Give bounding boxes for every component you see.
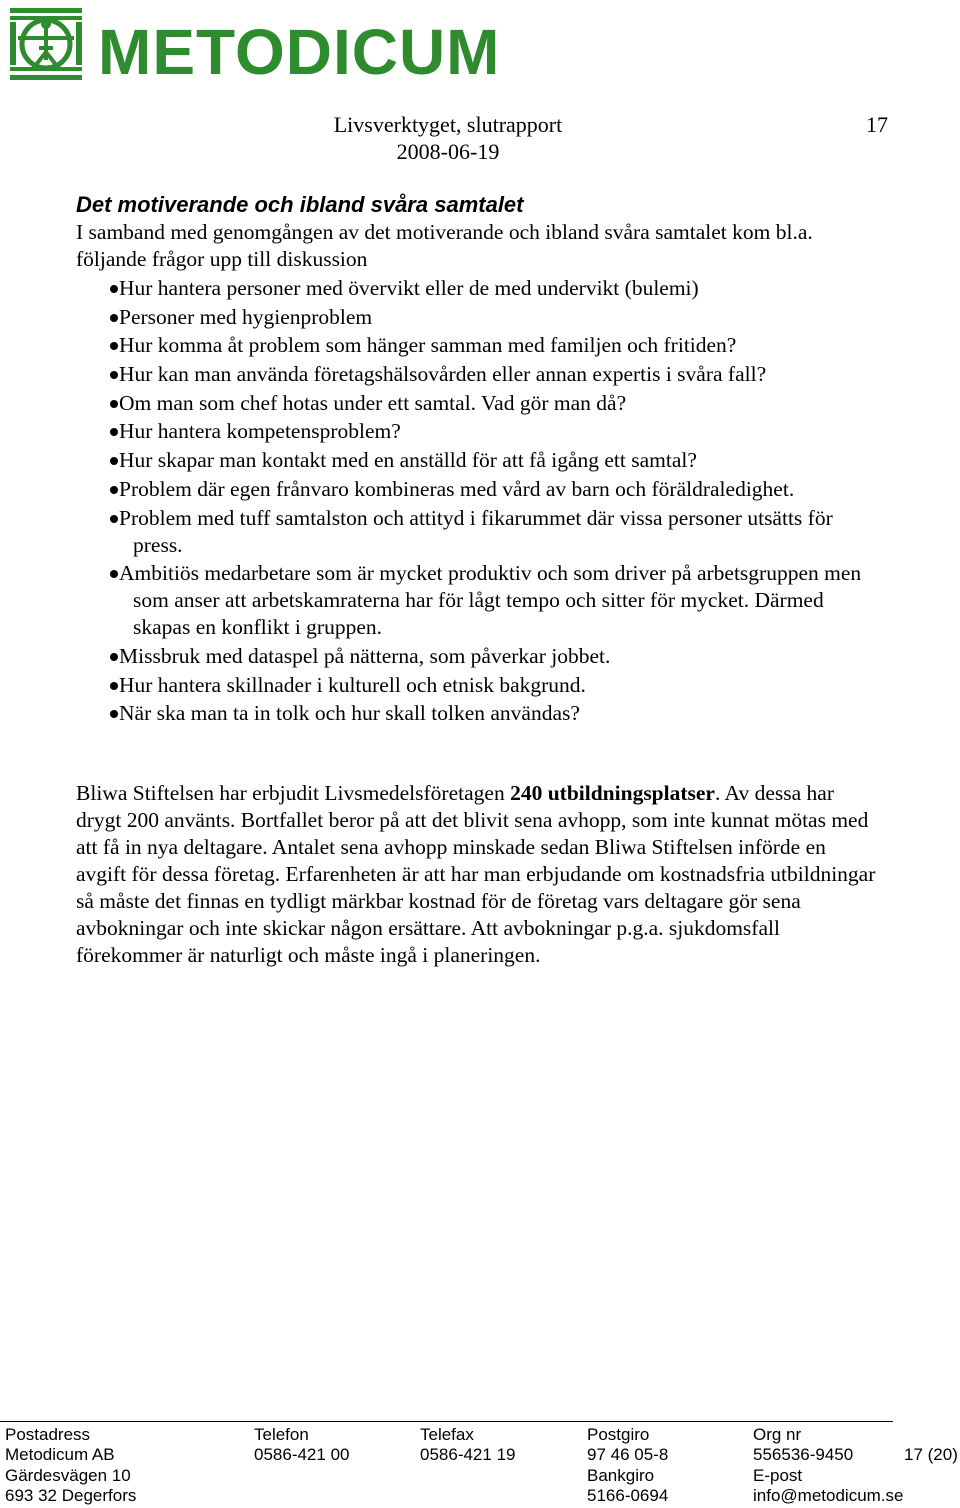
- bullet-icon: [110, 457, 118, 465]
- document-date: 2008-06-19: [396, 139, 500, 164]
- bullet-icon: [110, 342, 118, 350]
- question-list: [76, 275, 876, 727]
- main-content: [76, 191, 876, 729]
- bullet-icon: [110, 400, 118, 408]
- footer-label: Telefax: [420, 1425, 474, 1444]
- metodicum-logo: [6, 4, 506, 90]
- list-item-text: Missbruk med dataspel på nätterna, som påverkar jobbet.: [119, 643, 611, 668]
- list-item: [76, 361, 876, 388]
- footer-value: 97 46 05-8: [587, 1445, 669, 1465]
- footer-telefon: [254, 1425, 349, 1466]
- footer-value: 5166-0694: [587, 1485, 669, 1505]
- paragraph-bold-text: 240 utbildningsplatser: [510, 781, 715, 805]
- list-item: [76, 672, 876, 699]
- list-item: [76, 643, 876, 670]
- footer-value: 0586-421 00: [254, 1445, 350, 1465]
- footer-divider: [0, 1421, 893, 1422]
- footer-page-number: 17 (20): [904, 1445, 958, 1465]
- list-item: [76, 332, 876, 359]
- footer-value: 693 32 Degerfors: [5, 1485, 137, 1505]
- logo-wordmark: METODICUM: [98, 16, 501, 88]
- bullet-icon: [110, 428, 118, 436]
- list-item: [76, 304, 876, 331]
- footer-label: Postadress: [5, 1425, 91, 1444]
- list-item: [76, 476, 876, 503]
- paragraph-text-start: Bliwa Stiftelsen har erbjudit Livsmedelsföretagen: [76, 781, 511, 805]
- list-item-text: Problem med tuff samtalston och attityd i fikarummet där vissa personer utsätts för press.: [119, 505, 833, 557]
- bullet-icon: [110, 515, 118, 523]
- bullet-icon: [110, 285, 118, 293]
- bullet-icon: [110, 653, 118, 661]
- footer-label: Org nr: [753, 1425, 802, 1444]
- footer-postgiro: [587, 1425, 668, 1506]
- paragraph-text-end: . Av dessa har drygt 200 använts. Bortfallet beror på att det blivit sena avhopp, som inte kunnat mötas med att få in nya deltagare. Antalet sena avhopp minskade sedan Bliwa Stiftelsen införde en avgift för dessa företag. Erfarenheten är att har man erbjudande om kostnadsfria utbildningar så måste det finnas en tydligt märkbar kostnad för de företag vars deltagare gör sena avbokningar och inte skickar någon ersättare. Att avbokningar p.g.a. sjukdomsfall förekommer är naturligt och måste ingå i planeringen.: [76, 781, 876, 967]
- list-item-text: Hur kan man använda företagshälsovården eller annan expertis i svåra fall?: [119, 362, 767, 387]
- footer-label: E-post: [753, 1465, 803, 1485]
- footer-telefax: [420, 1425, 515, 1466]
- bullet-icon: [110, 371, 118, 379]
- footer-label: Bankgiro: [587, 1465, 655, 1485]
- footer-value: Metodicum AB: [5, 1445, 115, 1465]
- list-item-text: Ambitiös medarbetare som är mycket produktiv och som driver på arbetsgruppen men som anser att arbetskamraterna har för lågt tempo och sitter för mycket. Därmed skapas en konflikt i gruppen.: [119, 561, 862, 640]
- header-page-number: 17: [866, 112, 888, 137]
- list-item-text: Om man som chef hotas under ett samtal. Vad gör man då?: [119, 390, 627, 415]
- intro-paragraph: I samband med genomgången av det motiverande och ibland svåra samtalet kom bl.a. följande frågor upp till diskussion: [76, 220, 813, 271]
- bullet-icon: [110, 682, 118, 690]
- footer-label: Postgiro: [587, 1425, 650, 1444]
- body-paragraph: [76, 780, 876, 969]
- document-title: Livsverktyget, slutrapport: [333, 112, 563, 137]
- list-item: [76, 700, 876, 727]
- footer-orgnr: [753, 1425, 904, 1506]
- list-item-text: När ska man ta in tolk och hur skall tolken användas?: [119, 701, 580, 726]
- list-item-text: Problem där egen frånvaro kombineras med vård av barn och föräldraledighet.: [119, 476, 795, 501]
- list-item-text: Hur skapar man kontakt med en anställd för att få igång ett samtal?: [119, 448, 697, 473]
- vitruvian-man-icon: [6, 4, 86, 84]
- list-item-text: Hur hantera personer med övervikt eller de med undervikt (bulemi): [119, 276, 699, 300]
- footer-postadress: [5, 1425, 136, 1506]
- footer-value: Gärdesvägen 10: [5, 1465, 131, 1485]
- list-item: [76, 447, 876, 474]
- section-heading: Det motiverande och ibland svåra samtalet: [76, 192, 524, 217]
- footer-value: 0586-421 19: [420, 1445, 516, 1465]
- list-item: [76, 560, 876, 641]
- bullet-icon: [110, 570, 118, 578]
- bullet-icon: [110, 314, 118, 322]
- list-item: [76, 275, 876, 302]
- list-item-text: Hur hantera kompetensproblem?: [119, 419, 401, 444]
- footer-value: 556536-9450: [753, 1445, 854, 1465]
- bullet-icon: [110, 710, 118, 718]
- list-item-text: Hur hantera skillnader i kulturell och etnisk bakgrund.: [119, 672, 586, 697]
- list-item: [76, 505, 876, 559]
- list-item-text: Personer med hygienproblem: [119, 304, 373, 329]
- list-item: [76, 418, 876, 445]
- list-item: [76, 390, 876, 417]
- bullet-icon: [110, 486, 118, 494]
- footer-email: info@metodicum.se: [753, 1485, 904, 1505]
- footer-label: Telefon: [254, 1425, 309, 1444]
- list-item-text: Hur komma åt problem som hänger samman med familjen och fritiden?: [119, 333, 737, 358]
